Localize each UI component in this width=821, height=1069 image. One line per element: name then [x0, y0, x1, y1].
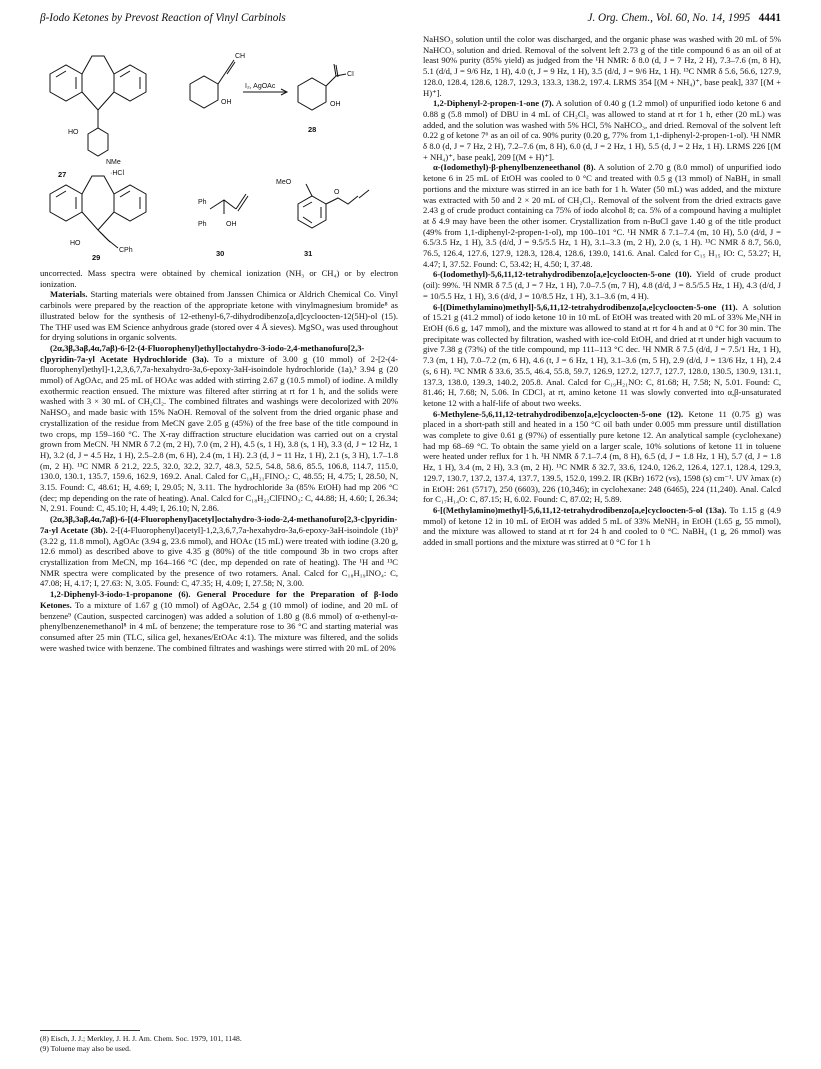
journal-volume: Vol. 60, No. 14, 1995 [655, 12, 751, 24]
structures-figure [40, 34, 398, 262]
structure-28 [298, 64, 354, 134]
paragraph-text: Ketone 11 (0.75 g) was placed in a short-path still and heated in a 150 °C oil bath under 0.005 mm pressure until distillation was complete to give 0.61 g (97%) of essentially pure ketone 12. An analytical sample (cyclohexane) had mp 68–69 °C. To obtain the same yield on a larger scale, 10% solutions of ketone 11 in toluene were heated under reflux for 1 h. ¹H NMR δ 7.1–7.4 (m, 8 H), 6.5 (d, J = 1.8 Hz, 1 H), 5.7 (d, J = 1.8 Hz, 1 H), 3.4 (m, 2 H), 3.3 (m, 2 H). ¹³C NMR δ 32.7, 33.6, 124.0, 126.2, 126.4, 127.1, 128.4, 129.3, 129.7, 130.7, 137.2, 137.4, 137.7, 139.5, 152.0, 199.2. IR (KBr) 1672 (vs), 1598 (s) cm⁻¹. UV λmax (ε) in EtOH: 261 (5717), 250 (6603), 226 (10,346); in cyclohexane: 248 (6465), 224 (11,240). Anal. Calcd for C₁₇H₁₄O: C, 87.15; H, 6.02. Found: C, 87.02; H, 5.89. [423, 408, 781, 505]
paragraph-text: To a mixture of 1.67 g (10 mmol) of AgOAc, 2.54 g (10 mmol) of iodine, and 20 mL of benzene⁹ (Caution, suspected carcinogen) was added a solution of 1.80 g (8.6 mmol) of α-ethenyl-α-phenylbenzenemethanol⁸ in 4 mL of benzene; the temperature rose to 36 °C and starting material was consumed after 25 min (TLC, silica gel, hexanes/EtOAc 4:1). The mixture was filtered, and the solids were washed twice with benzene. The combined filtrates and washings were stirred with 20 mL of 20% [40, 599, 398, 653]
paragraph [423, 302, 781, 409]
compound-number-27: 27 [58, 170, 67, 179]
label-ci: CI [347, 71, 354, 78]
label-oh-30: OH [226, 221, 237, 228]
compound-number-29: 29 [92, 253, 101, 262]
page-number: 4441 [758, 12, 781, 24]
label-ho-29: HO [70, 240, 81, 247]
label-oh-28: OH [330, 101, 341, 108]
right-column-body [423, 34, 781, 548]
paragraph-heading: Materials. [50, 289, 88, 300]
label-hcl: ·HCl [110, 170, 124, 177]
compound-number-30: 30 [216, 249, 225, 258]
paragraph-heading: 6-[(Methylamino)methyl]-5,6,11,12-tetrahydrodibenzo[a,e]cycloocten-5-ol (13a). [433, 504, 727, 515]
label-cph: CPh [119, 247, 133, 254]
structure-26 [190, 53, 245, 108]
right-column [423, 34, 781, 548]
reagent-label: I₂, AgOAc [245, 83, 276, 90]
structure-27 [50, 56, 146, 179]
paragraph [423, 269, 781, 301]
left-column-body [40, 268, 398, 653]
chemical-structures-drawing [40, 34, 398, 262]
paragraph [423, 162, 781, 269]
footnote-8: (8) Eisch, J. J.; Merkley, J. H. J. Am. Chem. Soc. 1979, 101, 1148. [40, 1034, 242, 1043]
label-o-31: O [334, 189, 340, 196]
label-ho-27: HO [68, 129, 79, 136]
paragraph [40, 589, 398, 653]
paragraph-heading: 6-(Iodomethyl)-5,6,11,12-tetrahydrodibenzo[a,e]cycloocten-5-one (10). [433, 269, 692, 280]
reaction-arrow [243, 83, 287, 95]
label-nme: NMe [106, 159, 121, 166]
paragraph [40, 514, 398, 589]
paragraph-text: Starting materials were obtained from Janssen Chimica or Aldrich Chemical Co. Vinyl carbinols were prepared by the reaction of the appropriate ketone with vinylmagnesium bromide⁸ as illustrated below for the synthesis of 12-ethenyl-6,7-dihydrodibenzo[a,d]cycloocten-12(5H)-ol (15). The THF used was EM Science anhydrous grade (stored over 4 Å sieves). MgSO₄ was used throughout for drying solutions in organic solvents. [40, 289, 398, 343]
journal-name: J. Org. Chem., [587, 12, 653, 24]
paragraph-text: 2-[(4-Fluorophenyl)acetyl]-1,2,3,6,7,7a-hexahydro-3a,6-epoxy-3aH-isoindole (1b)³ (3.22 g, 11.8 mmol), AgOAc (3.94 g, 23.6 mmol), and HOAc (15 mL) were treated with iodine (3.20 g, 12.6 mmol) as described above to give 4.35 g (80%) of the title compound 3b in two crops after crystallization from MeCN, mp 164–166 °C (dec, mp depended on rate of heating). The ¹H and ¹³C NMR spectra were complicated by the presence of two rotamers. Anal. Calcd for C₁₈H₁₉INO₄: C, 47.08; H, 4.17; I, 27.63: N, 3.05. Found: C, 47.35; H, 4.09; I, 27.58; N, 3.00. [40, 524, 398, 589]
label-ph-1: Ph [198, 199, 207, 206]
paragraph-text: A solution of 2.70 g (8.0 mmol) of unpurified iodo ketone 6 in 25 mL of EtOH was cooled to 0 °C and treated with 0.5 g (13 mmol) of NaBH₄ in small portions and the mixture was stirred in an ice bath for 1 h. Water (50 mL) was added, and the mixture was extracted with 50 and 2 × 20 mL of CH₂Cl₂. Removal of the solvent from the dried extracts gave 2.43 g of crude product containing ca 75% of iodo alcohol 8; ca. 5% of a compound having a multiplet at δ 4.9 may have been the other isomer. Crystallization from n-BuCl gave 1.40 g of the title product (49% from 1,1-diphenyl-2-propen-1-ol), mp 100–101 °C. ¹H NMR δ 7.1–7.4 (m, 10 H), 5.0 (d/d, J = 6.5/3.5 Hz, 1 H), 3.5 (d/d, J = 9.5/5.5 Hz, 1 H), 3.1–3.3 (m, 2 H), 2.0 (s, 1 H). ¹³C NMR δ 8.7, 56.0, 76.5, 126.4, 127.6, 127.9, 128.3, 128.4, 128.6, 139.0, 141.6. Anal. Calcd for C₁₅ H₁₅ IO: C, 53.27; H, 4.47; I, 37.52. Found: C, 53.42; H, 4.50; I, 37.48. [423, 162, 781, 269]
label-ph-2: Ph [198, 221, 207, 228]
paragraph [40, 268, 398, 289]
running-title: β-Iodo Ketones by Prevost Reaction of Vinyl Carbinols [40, 12, 286, 24]
paragraph-text: uncorrected. Mass spectra were obtained by chemical ionization (NH₃ or CH₄) or by electron ionization. [40, 268, 398, 289]
structure-30 [198, 194, 248, 258]
compound-number-31: 31 [304, 249, 313, 258]
footnote-rule [40, 1030, 140, 1031]
label-ch: CH [235, 53, 246, 60]
paragraph-heading: α-(Iodomethyl)-β-phenylbenzeneethanol (8). [433, 162, 596, 173]
left-column [40, 34, 398, 653]
paragraph-text: A solution of 0.40 g (1.2 mmol) of unpurified iodo ketone 6 and 0.88 g (5.8 mmol) of DBU in 4 mL of CH₂Cl₂ was allowed to stand at rt for 1 h, ether (20 mL) was added, and the solution was washed with 5% HCl, 5% NaHCO₃, and dried. Removal of the solvent left 0.22 g of ketone 7⁶ as an oil of ca. 90% purity (0.20 g, 77% from 1,1-diphenyl-2-propen-1-ol). ¹H NMR δ 8.0 (d, J = 7 Hz, 2 H), 7.2–7.6 (m, 8 H), 6.0 (d, J = 2 Hz, 1 H), 5.5 (d, J = 2 Hz, 1 H). LRMS 226 [(M + NH₄)⁺, base peak], 209 [(M + H)⁺]. [423, 98, 781, 162]
paragraph-heading: 6-[(Dimethylamino)methyl]-5,6,11,12-tetrahydrodibenzo[a,e]cycloocten-5-one (11). [433, 301, 738, 312]
paragraph-heading: (2α,3β,3aβ,4α,7aβ)-6-[2-(4-Fluorophenyl)ethyl]octahydro-3-iodo-2,4-methanofuro[2,3-c]pyridin-7a-yl Acetate Hydrochloride (3a). [40, 342, 365, 364]
footnote-9: (9) Toluene may also be used. [40, 1043, 131, 1053]
paragraph [40, 343, 398, 514]
structure-31 [276, 179, 369, 258]
paragraph-text: To a mixture of 3.00 g (10 mmol) of 2-[2-(4-fluorophenyl)ethyl]-1,2,3,6,7,7a-hexahydro-3a,6-epoxy-3aH-isoindole hydrochloride (1a),³ 3.94 g (20 mmol) of AgOAc, and 25 mL of HOAc was added with stirring 2.67 g (10.5 mmol) of iodine. A mildly exothermic reaction ensued. The mixture was filtered after stirring at rt for 1 h, and the solids were washed with 3 × 30 mL of CH₂Cl₂. The combined filtrates and washings were decolorized with 20% NaHSO₃ and made basic with 15% NaOH. Removal of the solvent from the dried organic phase and crystallization of the residue from MeCN gave 2.05 g (45%) of the free base of the title compound in two crops, mp 159–160 °C. The X-ray diffraction structure elucidation was carried out on a crystal grown from MeCN. ¹H NMR δ 7.2 (m, 2 H), 7.0 (m, 2 H), 4.5 (s, 1 H), 3.8 (s, 1 H), 3.3 (d, J = 12 Hz, 1 H), 3.2 (d, J = 4.5 Hz, 1 H), 2.5–2.8 (m, 6 H), 2.4 (m, 1 H). 2.3 (d, J = 11 Hz, 1 H), 2.1 (s, 3 H), 1.7–1.8 (m, 2 H). ¹³C NMR δ 21.2, 22.5, 32.0, 32.2, 32.7, 48.3, 52.5, 54.8, 58.6, 85.5, 106.8, 114.7, 115.0, 130.0, 130.1, 135.7, 159.6, 162.9, 169.2. Anal. Calcd for C₁₈H₂₁FINO₃: C, 48.55; H, 4.75; I, 28.50, N, 3.15. Found: C, 48.61; H, 4.69; I, 29.05; N, 3.11. The hydrochloride 3a (85% EtOH) had mp 206 °C (dec; mp depending on the rate of heating). Anal. Calcd for C₁₈H₂₂ClFINO₃: C, 44.88; H, 4.60; I, 26.34; N, 2.91. Found: C, 45.10; H, 4.49; I, 26.10; N, 2.86. [40, 353, 398, 514]
paragraph-heading: (2α,3β,3aβ,4α,7aβ)-6-[(4-Fluorophenyl)acetyl]octahydro-3-iodo-2,4-methanofuro[2,3-c]pyridin-7a-yl Acetate (3b). [40, 514, 398, 535]
paragraph-text: To 1.15 g (4.9 mmol) of ketone 12 in 10 mL of EtOH was added 5 mL of 33% MeNH₂ in EtOH (1.65 g, 55 mmol), and the mixture was allowed to stand at rt for 24 h and cooled to 0 °C. NaBH₄ (1 g, 26 mmol) was added in small portions and the mixture was stirred at 0 °C for 1 h [423, 504, 781, 548]
paragraph [423, 409, 781, 505]
label-oh-26: OH [221, 99, 232, 106]
compound-number-28: 28 [308, 125, 317, 134]
paragraph-heading: 6-Methylene-5,6,11,12-tetrahydrodibenzo[a,e]cycloocten-5-one (12). [433, 408, 684, 419]
paragraph [40, 289, 398, 343]
paragraph-text: NaHSO₃ solution until the color was discharged, and the organic phase was washed with 20 mL of 5% NaHCO₃ solution and dried. Removal of the solvent left 2.73 g of the title compound 6 as an oil of at least 90% purity (85% yield) as judged from the ¹H NMR: δ 8.0 (d, J = 7 Hz, 2 H), 7.3–7.6 (m, 8 H), 5.1 (d/d, J = 9/6 Hz, 1 H), 4.0 (t, J = 9 Hz, 1 H), 3.5 (d/d, J = 9/6 Hz, 1 H). ¹³C NMR δ 5.6, 56.6, 127.9, 128.0, 128.4, 128.6, 128.7, 129.3, 133.3, 138.2, 197.4. LRMS 354 [(M + NH₄)⁺, base peak], 337 [(M + H)⁺]. [423, 34, 781, 98]
label-meo: MeO [276, 179, 292, 186]
footnotes [40, 1034, 398, 1053]
paragraph [423, 505, 781, 548]
journal-citation [587, 12, 781, 24]
paragraph-heading: 1,2-Diphenyl-3-iodo-1-propanone (6). General Procedure for the Preparation of β-Iodo Ketones. [40, 589, 398, 610]
structure-29 [50, 176, 146, 262]
paragraph [423, 98, 781, 162]
paragraph-text: A solution of 15.21 g (41.2 mmol) of iodo ketone 10 in 10 mL of EtOH was treated with 20 mL of 33% Me₂NH in EtOH (6.6 g, 147 mmol), and the mixture was allowed to stand at rt for 4 h and at 0 °C for 30 min. The precipitate was collected by filtration, washed with ice-cold EtOH, and dried at rt under high vacuum to give 7.38 g (73%) of the title compound, mp 111–113 °C dec. ¹H NMR δ 7.5 (d/d, J = 7.5/1 Hz, 1 H), 7.3 (m, 1 H), 7.0–7.2 (m, 6 H), 4.6 (t, J = 6 Hz, 1 H), 3.1–3.6 (m, 5 H), 2.9 (d/d, J = 13/6 Hz, 1 H), 2.4 (s, 6 H). ¹³C NMR δ 33.6, 35.5, 46.4, 55.8, 59.7, 126.9, 127.2, 127.7, 127.7, 128.0, 130.5, 130.9, 131.1, 137.3, 138.0, 139.3, 140.2, 205.8. Anal. Calcd for C₁₉H₂₁NO: C, 81.68; H, 7.58; N, 5.01. Found: C, 81.46; H, 7.68; N, 5.06. In CDCl₃ at rt, amino ketone 11 was slowly converted into α,β-unsaturated ketone 12 with a half-life of about two weeks. [423, 301, 781, 408]
paragraph [423, 34, 781, 98]
paragraph-heading: 1,2-Diphenyl-2-propen-1-one (7). [433, 98, 554, 109]
paragraph-text: Yield of crude product (oil): 99%. ¹H NMR δ 7.5 (d, J = 7 Hz, 1 H), 7.0–7.5 (m, 7 H), 4.8 (d/d, J = 8.5/5.5 Hz, 1 H), 4.3 (d/d, J = 10/5.5 Hz, 1 H), 3.6 (d/d, J = 10/8.5 Hz, 1 H), 3.1–3.6 (m, 4 H). [423, 269, 782, 301]
